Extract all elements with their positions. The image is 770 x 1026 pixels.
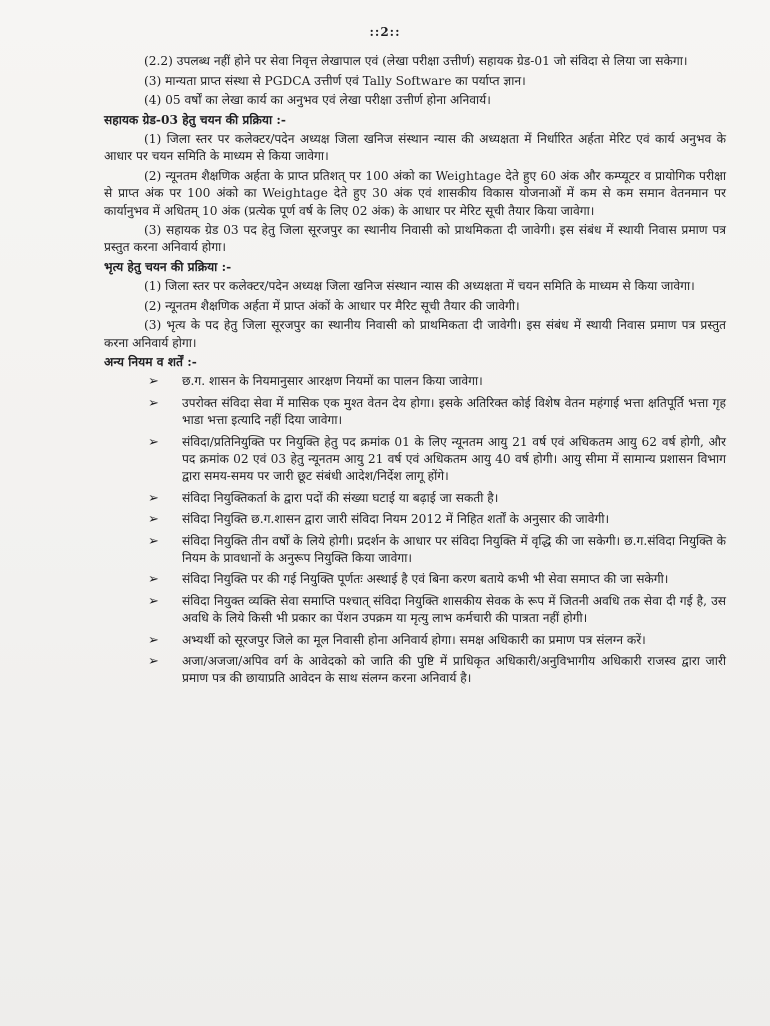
arrow-bullet-icon: ➢ — [148, 490, 159, 506]
grade3-item-1: (1) जिला स्तर पर कलेक्टर/पदेन अध्यक्ष जिला खनिज संस्थान न्यास की अध्यक्षता में निर्धारित अर्हता मेरिट एवं कार्य अनुभव के आधार पर चयन समिति के माध्यम से किया जावेगा। — [104, 132, 726, 164]
list-item — [104, 593, 726, 628]
paragraph-item-3: (3) मान्यता प्राप्त संस्था से PGDCA उत्तीर्ण एवं Tally Software का पर्याप्त ज्ञान। — [144, 73, 526, 88]
list-item — [104, 373, 726, 390]
list-item — [104, 434, 726, 486]
arrow-bullet-icon: ➢ — [148, 533, 159, 549]
list-item — [104, 533, 726, 568]
page-number: ::2:: — [369, 25, 401, 39]
peon-item-2: (2) न्यूनतम शैक्षणिक अर्हता में प्राप्त अंकों के आधार पर मैरिट सूची तैयार की जावेगी। — [144, 298, 520, 313]
arrow-bullet-icon: ➢ — [148, 572, 159, 588]
list-item — [104, 490, 726, 507]
arrow-bullet-icon: ➢ — [148, 512, 159, 528]
rule-text: अभ्यर्थी को सूरजपुर जिले का मूल निवासी होना अनिवार्य होगा। समक्ष अधिकारी का प्रमाण पत्र संलग्न करें। — [182, 632, 646, 647]
arrow-bullet-icon: ➢ — [148, 374, 159, 390]
list-item — [104, 395, 726, 430]
arrow-bullet-icon: ➢ — [148, 434, 159, 450]
rule-text: संविदा नियुक्त व्यक्ति सेवा समाप्ति पश्चात् संविदा नियुक्ति शासकीय सेवक के रूप में जितनी अवधि तक सेवा दी गई है, उस अवधि के लिये किसी भी प्रकार का पेंशन उपक्रम या मृत्यु लाभ कर्मचारी की पात्रता नहीं होगी। — [182, 593, 726, 626]
heading-other-rules: अन्य नियम व शर्तें :- — [104, 354, 197, 369]
arrow-bullet-icon: ➢ — [148, 632, 159, 648]
heading-grade3-selection: सहायक ग्रेड-03 हेतु चयन की प्रक्रिया :- — [104, 112, 286, 127]
rule-text: छ.ग. शासन के नियमानुसार आरक्षण नियमों का पालन किया जावेगा। — [182, 374, 483, 389]
rule-text: संविदा नियुक्ति तीन वर्षों के लिये होगी। प्रदर्शन के आधार पर संविदा नियुक्ति में वृद्धि की जा सकेगी। छ.ग.संविदा नियुक्ति के नियम के प्रावधानों के अनुरूप नियुक्ति किया जावेगा। — [182, 533, 726, 565]
peon-item-3: (3) भृत्य के पद हेतु जिला सूरजपुर का स्थानीय निवासी को प्राथमिकता दी जावेगी। इस संबंध में स्थायी निवास प्रमाण पत्र प्रस्तुत करना अनिवार्य होगा। — [104, 318, 726, 350]
rule-text: संविदा नियुक्ति छ.ग.शासन द्वारा जारी संविदा नियम 2012 में निहित शर्तों के अनुसार की जावेगी। — [182, 512, 610, 527]
list-item — [104, 632, 726, 649]
grade3-item-3: (3) सहायक ग्रेड 03 पद हेतु जिला सूरजपुर का स्थानीय निवासी को प्राथमिकता दी जावेगी। इस संबंध में स्थायी निवास प्रमाण पत्र प्रस्तुत करना अनिवार्य होगा। — [104, 223, 726, 255]
list-item — [104, 653, 726, 688]
rule-text: अजा/अजजा/अपिव वर्ग के आवेदको को जाति की पुष्टि में प्राधिकृत अधिकारी/अनुविभागीय अधिकारी राजस्व द्वारा जारी प्रमाण पत्र की छायाप्रति आवेदन के साथ संलग्न करना अनिवार्य है। — [182, 654, 726, 686]
arrow-bullet-icon: ➢ — [148, 654, 159, 669]
paragraph-item-2-continued: (2.2) उपलब्ध नहीं होने पर सेवा निवृत्त लेखापाल एवं (लेखा परीक्षा उत्तीर्ण) सहायक ग्रेड-01 जो संविदा से लिया जा सकेगा। — [144, 54, 688, 69]
list-item — [104, 571, 726, 588]
rule-text: संविदा नियुक्तिकर्ता के द्वारा पदों की संख्या घटाई या बढ़ाई जा सकती है। — [182, 490, 499, 505]
list-item — [104, 511, 726, 528]
rule-text: उपरोक्त संविदा सेवा में मासिक एक मुश्त वेतन देय होगा। इसके अतिरिक्त कोई विशेष वेतन महंगाई भत्ता क्षतिपूर्ति भत्ता गृह भाडा भत्ता इत्यादि नहीं दिया जावेगा। — [182, 395, 726, 428]
rule-text: संविदा/प्रतिनियुक्ति पर नियुक्ति हेतु पद क्रमांक 01 के लिए न्यूनतम आयु 21 वर्ष एवं अधिकतम आयु 62 वर्ष होगी, और पद क्रमांक 02 एवं 03 हेतु न्यूनतम आयु 21 वर्ष एवं अधिकतम आयु 40 वर्ष होगी। आयु सीमा में सामान्य प्रशासन विभाग द्वारा समय-समय पर जारी छूट संबंधी आदेश/निर्देश लागू होंगे। — [182, 434, 726, 484]
paragraph-item-4: (4) 05 वर्षों का लेखा कार्य का अनुभव एवं लेखा परीक्षा उत्तीर्ण होना अनिवार्य। — [144, 93, 491, 108]
rule-text: संविदा नियुक्ति पर की गई नियुक्ति पूर्णतः अस्थाई है एवं बिना करण बताये कभी भी सेवा समाप्त की जा सकेगी। — [182, 572, 669, 587]
arrow-bullet-icon: ➢ — [148, 593, 159, 609]
arrow-bullet-icon: ➢ — [148, 395, 159, 411]
rules-list — [104, 373, 726, 688]
grade3-item-2: (2) न्यूनतम शैक्षणिक अर्हता के प्राप्त प्रतिशत् पर 100 अंको का Weightage देते हुए 60 अंक और कम्प्यूटर व प्रायोगिक परीक्षा से प्राप्त अंक पर 100 अंको का Weightage देते हुए 30 अंक एवं शासकीय विकास योजनाओं में कम से कम समान वेतनमान पर कार्यानुभव में अधितम् 10 अंक (प्रत्येक पूर्ण वर्ष के लिए 02 अंक) के आधार पर मेरिट सूची तैयार किया जावेगा। — [104, 168, 726, 218]
heading-peon-selection: भृत्य हेतु चयन की प्रक्रिया :- — [104, 259, 232, 274]
peon-item-1: (1) जिला स्तर पर कलेक्टर/पदेन अध्यक्ष जिला खनिज संस्थान न्यास की अध्यक्षता में चयन समिति के माध्यम से किया जावेगा। — [144, 279, 695, 294]
